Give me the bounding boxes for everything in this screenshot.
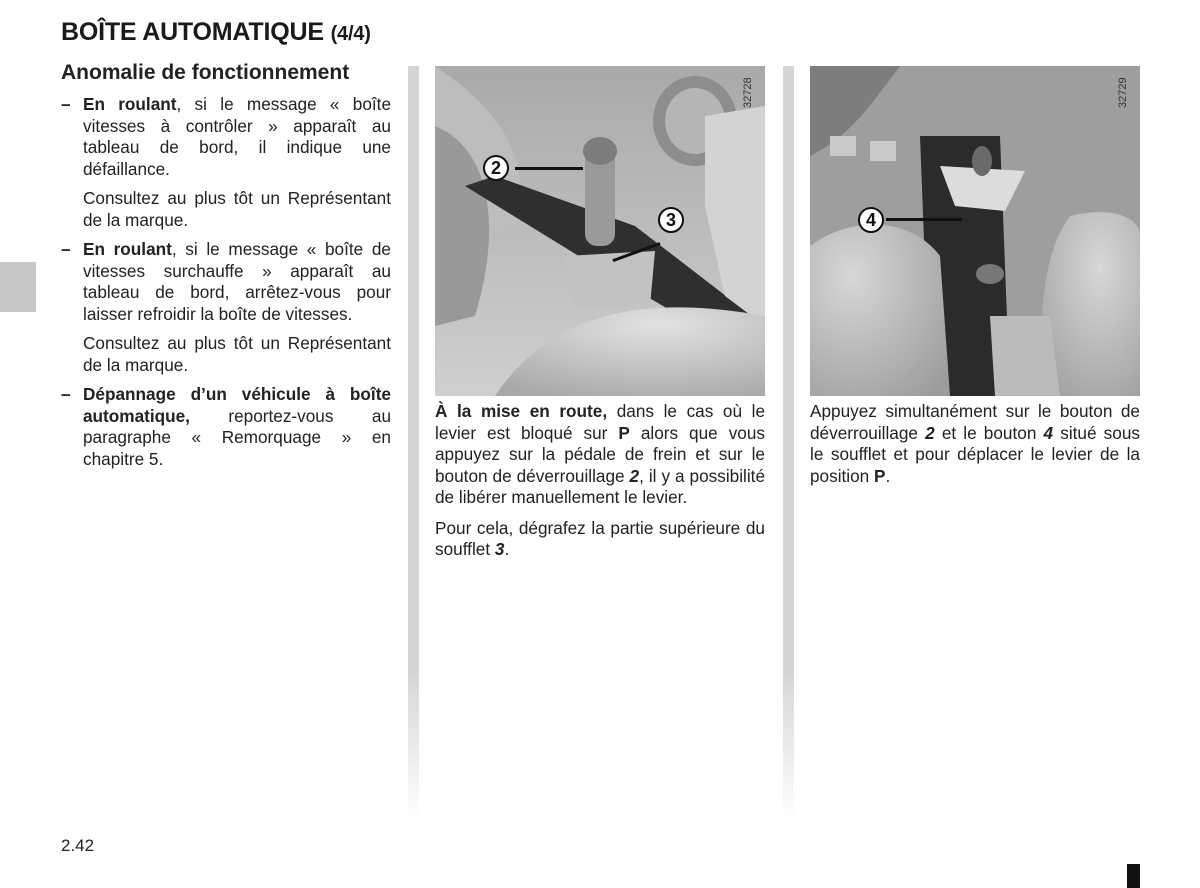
text-run: , il y a possibilité de libérer manuellement le levier. [435,465,765,507]
text-run: alors que vous appuyez sur la pédale de frein et sur le bouton de déverrouillage [435,422,766,486]
list-dash: – [61,239,71,259]
callout-leader-line [886,218,962,221]
item-text: , si le message « boîte vitesses à contrôler » apparaît au tableau de bord, il indique une défaillance. [83,94,392,179]
section-heading: Anomalie de fonctionnement [61,61,350,84]
startup-lead-bold: À la mise en route, [435,401,608,421]
position-p: P [618,422,630,443]
column-divider [408,66,419,821]
text-run: situé sous le soufflet et pour déplacer le levier de la position [810,422,1140,486]
text-run: . [885,465,891,486]
right-column [810,401,1140,496]
startup-paragraph [435,401,765,509]
figure-ref-code: 32729 [1117,77,1129,108]
corner-mark [1127,864,1140,888]
item-text: reportez-vous au paragraphe « Remorquage » en chapitre 5. [83,405,391,469]
list-dash: – [61,94,71,114]
console-illustration [810,66,1140,396]
ref-number: 3 [494,539,505,559]
ref-number: 2 [925,422,935,443]
unclip-paragraph [435,518,765,561]
text-run: dans le cas où le levier est bloqué sur [435,401,766,443]
gear-lever-illustration [435,66,765,396]
item-followup: Consultez au plus tôt un Représentant de la marque. [83,188,391,230]
callout-leader-line [515,167,583,170]
item-text: , si le message « boîte de vitesses surchauffe » apparaît au tableau de bord, arrêtez-vous pour laisser refroidir la boîte de vitesses. [83,239,391,324]
list-item [61,239,391,376]
page-title-suffix: (4/4) [330,23,371,45]
item-followup: Consultez au plus tôt un Représentant de la marque. [83,333,391,375]
position-p: P [874,465,886,486]
text-run: . [504,539,510,559]
text-run: Appuyez simultanément sur le bouton de déverrouillage [810,401,1140,443]
left-column [61,60,391,478]
page-number: 2.42 [61,836,95,855]
ref-number: 2 [629,465,640,486]
gear-lever-photo [435,66,765,396]
chapter-tab-marker [0,262,36,312]
column-divider [783,66,794,821]
release-paragraph [810,401,1140,487]
list-dash: – [61,384,71,404]
list-item [61,384,391,470]
text-run: et le bouton [934,422,1044,443]
callout-badge: 3 [658,207,684,233]
item-lead-bold: En roulant [83,239,172,259]
text-run: Pour cela, dégrafez la partie supérieure du soufflet [435,517,765,559]
list-item [61,94,391,231]
callout-badge: 2 [483,155,509,181]
item-lead-bold: Dépannage d’un véhicule à boîte automatique, [83,384,391,426]
figure-ref-code: 32728 [742,77,754,108]
console-photo [810,66,1140,396]
ref-number: 4 [1043,422,1054,443]
page-title-text: BOÎTE AUTOMATIQUE [61,18,324,46]
middle-column [435,401,765,570]
callout-badge: 4 [858,207,884,233]
page-title [61,18,371,47]
item-lead-bold: En roulant [83,94,177,114]
